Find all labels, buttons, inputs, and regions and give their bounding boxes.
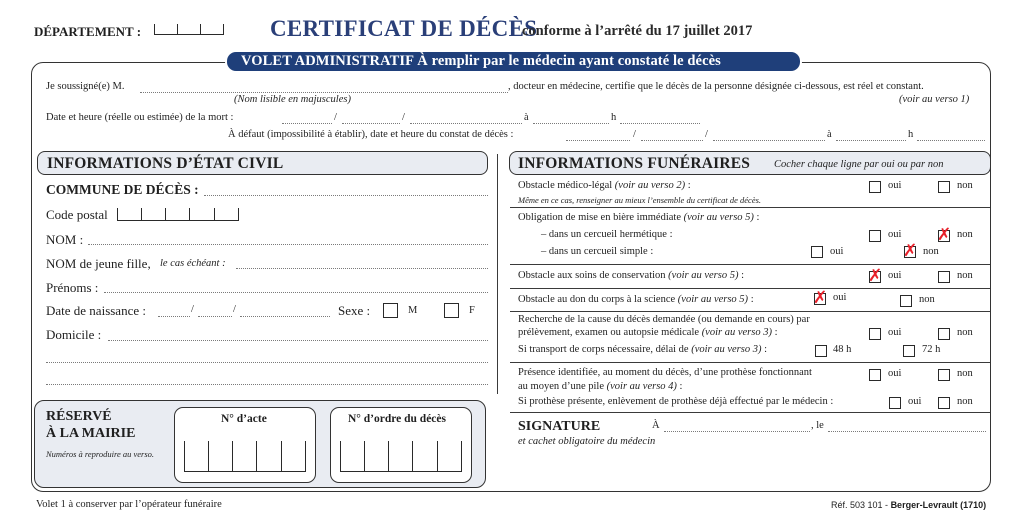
constat-year[interactable] bbox=[713, 140, 825, 141]
recherche-line2: prélèvement, examen ou autopsie médicale (voir au verso 3) : bbox=[518, 327, 778, 338]
transport-label: Si transport de corps nécessaire, délai de (voir au verso 3) : bbox=[518, 344, 768, 355]
domicile-field-2[interactable] bbox=[46, 362, 488, 363]
heure-mort[interactable] bbox=[533, 123, 609, 124]
simple-oui-checkbox[interactable] bbox=[811, 246, 823, 258]
row-divider bbox=[510, 311, 990, 312]
volet-banner-text: VOLET ADMINISTRATIF À remplir par le médecin ayant constaté le décès bbox=[241, 53, 721, 69]
date-mort-year[interactable] bbox=[410, 123, 522, 124]
nom-field[interactable] bbox=[88, 244, 488, 245]
constat-minute[interactable] bbox=[917, 140, 985, 141]
domicile-field-3[interactable] bbox=[46, 384, 488, 385]
oui-label: oui bbox=[830, 246, 844, 257]
transport-48h-checkbox[interactable] bbox=[815, 345, 827, 357]
slash: / bbox=[334, 112, 337, 123]
naissance-year[interactable] bbox=[240, 316, 330, 317]
divider bbox=[497, 154, 498, 394]
obstacle-ml-label: Obstacle médico-légal (voir au verso 2) : bbox=[518, 180, 691, 191]
cas-echeant-label: le cas échéant : bbox=[160, 258, 226, 269]
slash: / bbox=[633, 129, 636, 140]
footer-ref-number: Réf. 503 101 - bbox=[831, 500, 889, 510]
code-postal-field[interactable] bbox=[117, 208, 239, 221]
sexe-m-checkbox[interactable] bbox=[383, 303, 398, 318]
obligation-label: Obligation de mise en bière immédiate (voir au verso 5) : bbox=[518, 212, 760, 223]
non-label: non bbox=[957, 180, 973, 191]
don-oui-checkbox[interactable] bbox=[814, 293, 826, 305]
transport-72h-checkbox[interactable] bbox=[903, 345, 915, 357]
naissance-day[interactable] bbox=[158, 316, 190, 317]
slash: / bbox=[233, 304, 236, 315]
soins-label: Obstacle aux soins de conservation (voir au verso 5) : bbox=[518, 270, 744, 281]
a-label: à bbox=[827, 129, 832, 140]
hermetique-oui-checkbox[interactable] bbox=[869, 230, 881, 242]
non-label: non bbox=[919, 294, 935, 305]
signature-lieu-field[interactable] bbox=[664, 431, 810, 432]
slash: / bbox=[402, 112, 405, 123]
date-mort-label: Date et heure (réelle ou estimée) de la mort : bbox=[46, 112, 234, 123]
defaut-label: À défaut (impossibilité à établir), date et heure du constat de décès : bbox=[228, 129, 514, 140]
domicile-label: Domicile : bbox=[46, 327, 102, 342]
acte-label: N° d’acte bbox=[221, 413, 267, 425]
signature-a-label: À bbox=[652, 420, 660, 431]
hermetique-non-checkbox[interactable] bbox=[938, 230, 950, 242]
page-title: CERTIFICAT DE DÉCÈS bbox=[270, 16, 538, 41]
domicile-field-1[interactable] bbox=[108, 340, 488, 341]
constat-heure[interactable] bbox=[836, 140, 906, 141]
h-label: h bbox=[908, 129, 914, 140]
oui-label: oui bbox=[888, 327, 902, 338]
footer-ref bbox=[831, 500, 986, 510]
recherche-non-checkbox[interactable] bbox=[938, 328, 950, 340]
oui-label: oui bbox=[888, 270, 902, 281]
row-divider bbox=[510, 362, 990, 363]
commune-label: COMMUNE DE DÉCÈS : bbox=[46, 182, 199, 197]
non-label: non bbox=[957, 270, 973, 281]
prenoms-field[interactable] bbox=[104, 292, 488, 293]
nom-jeune-fille-field[interactable] bbox=[236, 268, 488, 269]
date-mort-day[interactable] bbox=[282, 123, 332, 124]
prothese-non-checkbox[interactable] bbox=[938, 369, 950, 381]
doctor-name-field[interactable] bbox=[140, 92, 508, 93]
obstacle-ml-oui-checkbox[interactable] bbox=[869, 181, 881, 193]
oui-label: oui bbox=[888, 368, 902, 379]
simple-non-checkbox[interactable] bbox=[904, 246, 916, 258]
footer-publisher: Berger-Levrault (1710) bbox=[890, 500, 987, 510]
sexe-label: Sexe : bbox=[338, 303, 371, 318]
oui-label: oui bbox=[888, 180, 902, 191]
prenoms-label: Prénoms : bbox=[46, 280, 99, 295]
soins-non-checkbox[interactable] bbox=[938, 271, 950, 283]
certifie-text: , docteur en médecine, certifie que le décès de la personne désignée ci-dessous, est réel et constant. bbox=[508, 81, 924, 92]
sexe-f-label: F bbox=[469, 305, 475, 316]
enlevement-oui-checkbox[interactable] bbox=[889, 397, 901, 409]
ordre-field[interactable] bbox=[340, 441, 462, 472]
oui-label: oui bbox=[888, 229, 902, 240]
soussigne-label: Je soussigné(e) M. bbox=[46, 81, 125, 92]
row-divider bbox=[510, 288, 990, 289]
prothese-line2: au moyen d’une pile (voir au verso 4) : bbox=[518, 381, 683, 392]
nom-hint: (Nom lisible en majuscules) bbox=[234, 94, 351, 105]
signature-date-field[interactable] bbox=[828, 431, 986, 432]
sexe-m-label: M bbox=[408, 305, 418, 316]
volet-banner bbox=[227, 52, 800, 71]
mairie-title-2: À LA MAIRIE bbox=[46, 426, 136, 441]
h72-label: 72 h bbox=[922, 344, 941, 355]
recherche-oui-checkbox[interactable] bbox=[869, 328, 881, 340]
code-postal-label: Code postal bbox=[46, 207, 108, 222]
h-label: h bbox=[611, 112, 617, 123]
row-divider bbox=[510, 412, 990, 413]
non-label: non bbox=[923, 246, 939, 257]
signature-title: SIGNATURE bbox=[518, 419, 601, 434]
h48-label: 48 h bbox=[833, 344, 852, 355]
commune-field[interactable] bbox=[204, 195, 488, 196]
obstacle-ml-note: Même en ce cas, renseigner au mieux l’ensemble du certificat de décès. bbox=[518, 195, 762, 205]
date-mort-month[interactable] bbox=[342, 123, 400, 124]
row-divider bbox=[510, 264, 990, 265]
don-non-checkbox[interactable] bbox=[900, 295, 912, 307]
slash: / bbox=[191, 304, 194, 315]
prothese-line3: Si prothèse présente, enlèvement de prothèse déjà effectué par le médecin : bbox=[518, 396, 834, 407]
departement-label: DÉPARTEMENT : bbox=[34, 24, 142, 39]
prothese-line1: Présence identifiée, au moment du décès, d’une prothèse fonctionnant bbox=[518, 367, 812, 378]
verso1-note: (voir au verso 1) bbox=[899, 94, 970, 105]
enlevement-non-checkbox[interactable] bbox=[938, 397, 950, 409]
soins-oui-checkbox[interactable] bbox=[869, 271, 881, 283]
non-label: non bbox=[957, 229, 973, 240]
prothese-oui-checkbox[interactable] bbox=[869, 369, 881, 381]
non-label: non bbox=[957, 368, 973, 379]
date-naissance-label: Date de naissance : bbox=[46, 303, 146, 318]
footer-left: Volet 1 à conserver par l’opérateur funéraire bbox=[36, 499, 222, 510]
acte-field[interactable] bbox=[184, 441, 306, 472]
non-label: non bbox=[957, 327, 973, 338]
ordre-label: N° d’ordre du décès bbox=[348, 413, 446, 425]
row-divider bbox=[510, 207, 990, 208]
page-subtitle: conforme à l’arrêté du 17 juillet 2017 bbox=[522, 23, 753, 39]
recherche-line1: Recherche de la cause du décès demandée (ou demande en cours) par bbox=[518, 314, 810, 325]
obstacle-ml-non-checkbox[interactable] bbox=[938, 181, 950, 193]
signature-le-label: , le bbox=[811, 420, 824, 431]
nom-jeune-fille-label: NOM de jeune fille, bbox=[46, 256, 151, 271]
oui-label: oui bbox=[908, 396, 922, 407]
etat-civil-title: INFORMATIONS D’ÉTAT CIVIL bbox=[47, 155, 284, 172]
constat-month[interactable] bbox=[641, 140, 703, 141]
non-label: non bbox=[957, 396, 973, 407]
mairie-title-1: RÉSERVÉ bbox=[46, 409, 112, 424]
don-label: Obstacle au don du corps à la science (voir au verso 5) : bbox=[518, 294, 754, 305]
funeraires-title: INFORMATIONS FUNÉRAIRES bbox=[518, 155, 751, 172]
mairie-note: Numéros à reproduire au verso. bbox=[46, 449, 155, 459]
minute-mort[interactable] bbox=[620, 123, 700, 124]
slash: / bbox=[705, 129, 708, 140]
departement-field[interactable] bbox=[154, 24, 224, 35]
hermetique-label: – dans un cercueil hermétique : bbox=[541, 229, 673, 240]
funeraires-instruction: Cocher chaque ligne par oui ou par non bbox=[774, 159, 944, 170]
a-label: à bbox=[524, 112, 529, 123]
sexe-f-checkbox[interactable] bbox=[444, 303, 459, 318]
oui-label: oui bbox=[833, 292, 847, 303]
constat-day[interactable] bbox=[566, 140, 630, 141]
naissance-month[interactable] bbox=[198, 316, 232, 317]
simple-label: – dans un cercueil simple : bbox=[541, 246, 654, 257]
nom-label: NOM : bbox=[46, 232, 84, 247]
signature-cachet: et cachet obligatoire du médecin bbox=[518, 436, 656, 447]
